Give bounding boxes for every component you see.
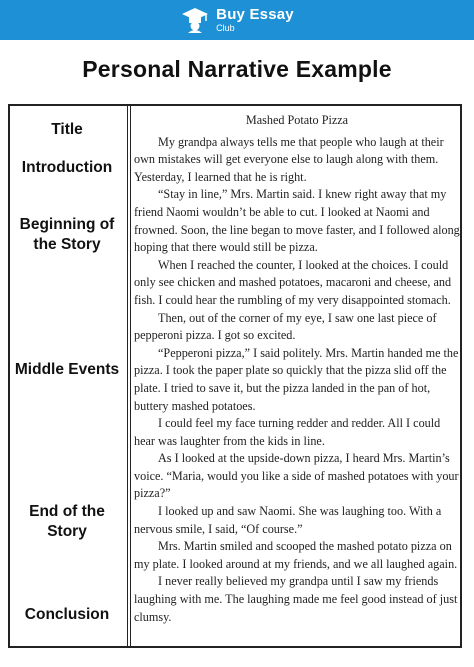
brand-banner — [0, 0, 474, 40]
essay-paragraph: Mrs. Martin smiled and scooped the mashed potato pizza on my plate. I looked around at my friends, and we all laughed again. — [134, 539, 458, 571]
essay-paragraph: I looked up and saw Naomi. She was laughing too. With a nervous smile, I said, “Of course.” — [134, 504, 442, 536]
essay-body — [134, 108, 460, 626]
brand-logo-link[interactable] — [180, 5, 294, 35]
page-title: Personal Narrative Example — [82, 56, 392, 82]
column-divider — [127, 104, 131, 648]
essay-paragraph: I never really believed my grandpa until I saw my friends laughing with me. The laughing made me feel good instead of just clumsy. — [134, 574, 458, 624]
essay-paragraph: Then, out of the corner of my eye, I saw one last piece of pepperoni pizza. I got so excited. — [134, 310, 437, 343]
essay-paragraph: As I looked at the upside-down pizza, I heard Mrs. Martin’s voice. “Maria, would you like a side of mashed potatoes with your pizza?” — [134, 451, 459, 501]
essay-paragraph: I could feel my face turning redder and redder. All I could hear was laughter from the kids in line. — [134, 416, 441, 448]
essay-paragraph: “Stay in line,” Mrs. Martin said. I knew right away that my friend Naomi wouldn’t be able to cut. I looked at Naomi and frowned. Soon, the line began to move faster, and I followed along hoping that there would still be pizza. — [134, 187, 460, 255]
section-label-beginning — [10, 215, 124, 255]
section-label-middle: Middle Events — [14, 361, 120, 378]
section-label-conclusion: Conclusion — [24, 606, 110, 623]
brand-subtitle: Club — [216, 23, 235, 33]
section-label-beginning-line2: the Story — [33, 236, 101, 253]
section-label-title: Title — [51, 121, 83, 138]
essay-paragraph: “Pepperoni pizza,” I said politely. Mrs. Martin handed me the pizza. I took the paper plate so quickly that the pizza slid off the plate. I tried to save it, but the pizza landed in the pan of hot, buttery mashed potatoes. — [134, 345, 459, 413]
graduate-cap-icon — [180, 5, 210, 35]
section-label-end-line2: Story — [47, 523, 87, 540]
section-label-end-line1: End of the — [29, 503, 105, 520]
essay-paragraph: My grandpa always tells me that people who laugh at their own mistakes will get everyone else to laugh along with them. Yesterday, I learned that he is right. — [134, 134, 444, 184]
section-label-beginning-line1: Beginning of — [19, 216, 115, 233]
essay-title: Mashed Potato Pizza — [245, 113, 349, 127]
essay-paragraph: When I reached the counter, I looked at the choices. I could only see chicken and mashed potatoes, macaroni and cheese, and fish. I could hear the rumbling of my very disappointed stomach. — [134, 257, 452, 307]
section-label-introduction: Introduction — [21, 159, 113, 176]
section-label-end — [10, 502, 124, 542]
brand-name: Buy Essay — [216, 6, 294, 23]
